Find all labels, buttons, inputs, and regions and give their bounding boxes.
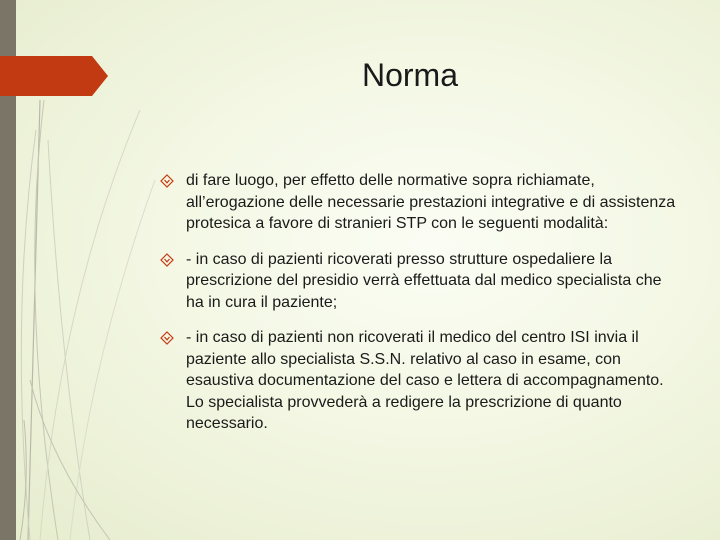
bullet-text: - in caso di pazienti non ricoverati il medico del centro ISI invia il paziente allo specialista S.S.N. relativo al caso in esame, con esaustiva documentazione del caso e lettera di accompagnamento. Lo specialista provvederà a redigere la prescrizione di quanto necessario. <box>186 329 664 432</box>
diamond-arrow-icon <box>160 174 174 188</box>
bullet-item <box>160 327 680 435</box>
bullet-item <box>160 170 680 235</box>
title-accent-tab <box>0 56 108 96</box>
bullet-list <box>160 170 680 449</box>
bullet-item <box>160 249 680 314</box>
diamond-arrow-icon <box>160 253 174 267</box>
diamond-arrow-icon <box>160 331 174 345</box>
bullet-text: di fare luogo, per effetto delle normative sopra richiamate, all’erogazione delle necessarie prestazioni integrative e di assistenza protesica a favore di stranieri STP con le seguenti modalità: <box>186 172 676 232</box>
bullet-text: - in caso di pazienti ricoverati presso strutture ospedaliere la prescrizione del presidio verrà effettuata dal medico specialista che ha in cura il paziente; <box>186 250 662 311</box>
slide-title: Norma <box>361 57 458 93</box>
